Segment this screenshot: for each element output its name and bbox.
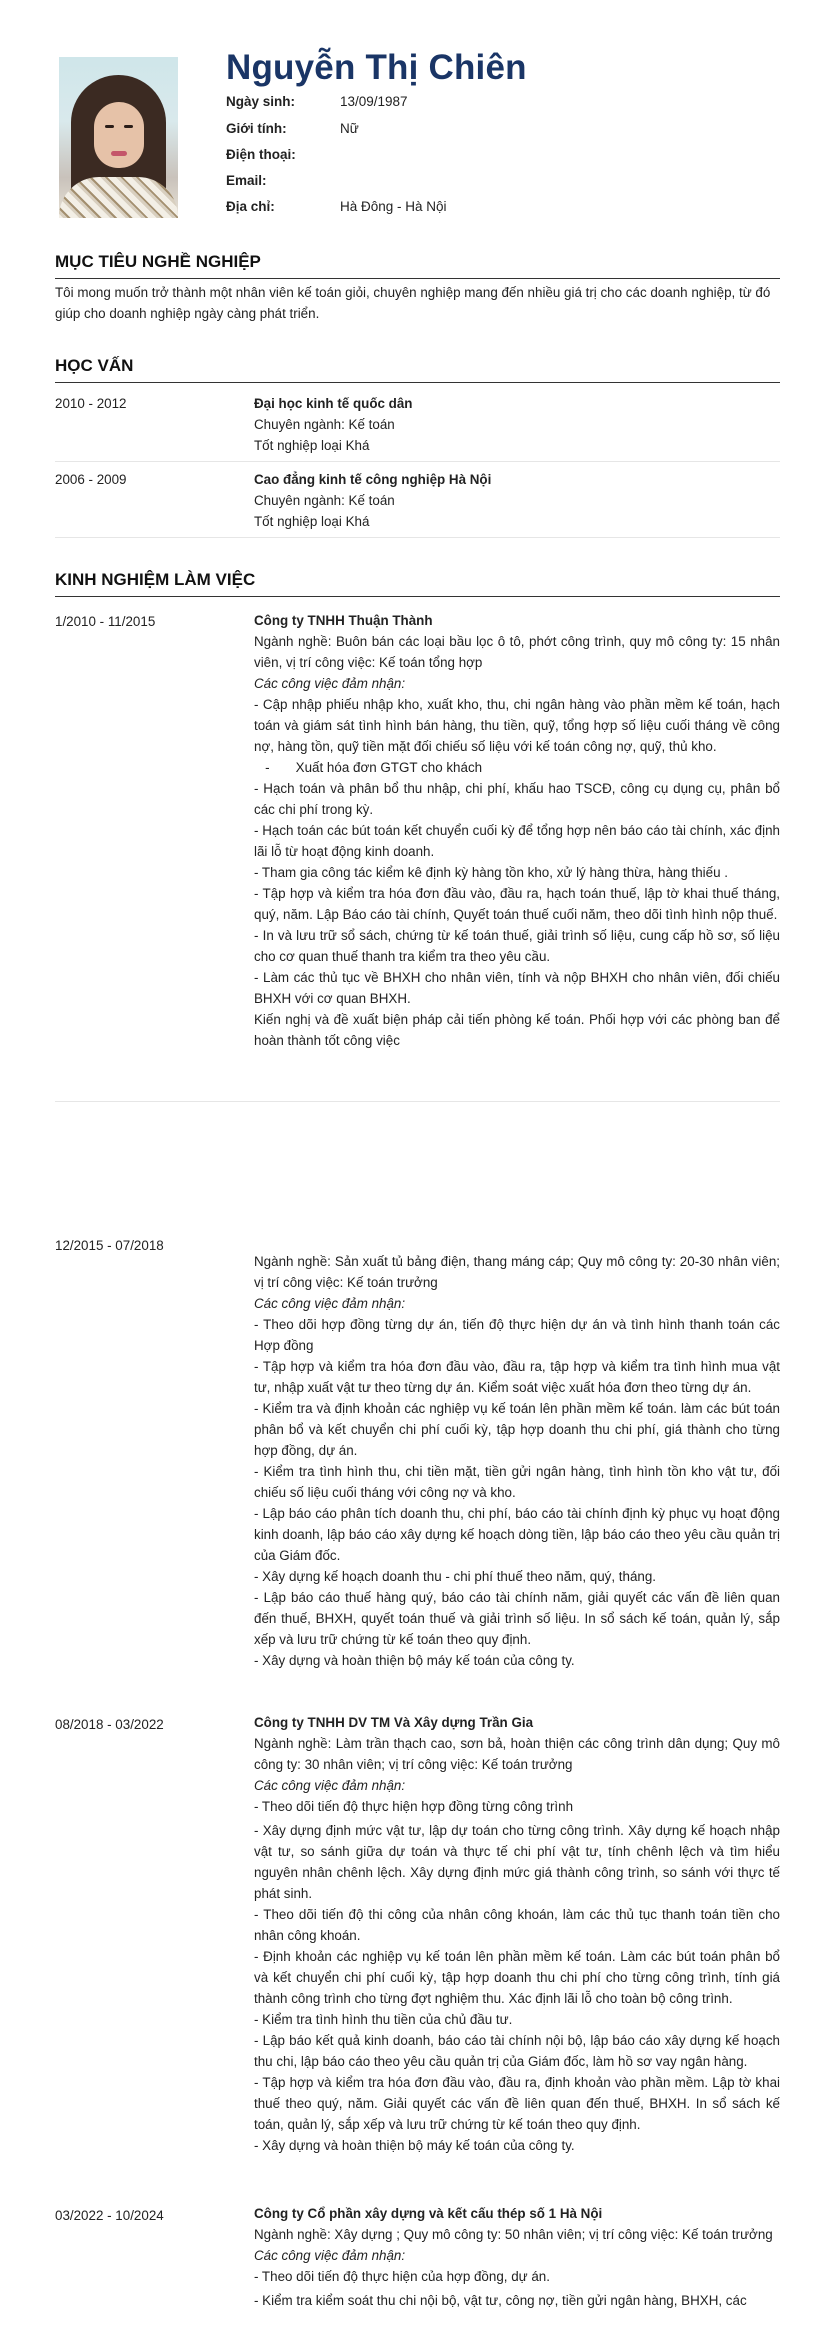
experience-line: - Kiểm tra và định khoản các nghiệp vụ kế toán lên phần mềm kế toán. làm các bút toán phân bổ và kết chuyển chi phí cuối kỳ, tập hợp doanh thu chi phí, giá thành cho từng hợp đồng, dự án.	[254, 1401, 780, 1458]
experience-line: - Kiểm tra tình hình thu tiền của chủ đầu tư.	[254, 2012, 513, 2027]
experience-line: - Lập báo cáo thuế hàng quý, báo cáo tài chính năm, giải quyết các vấn đề liên quan đến thuế, BHXH, quyết toán thuế và giải trình số liệu. In sổ sách kế toán, quản lý, sắp xếp và lưu trữ chứng từ kế toán theo quy định.	[254, 1590, 780, 1647]
experience-line: Ngành nghề: Xây dựng ; Quy mô công ty: 50 nhân viên; vị trí công việc: Kế toán trưởng	[254, 2227, 773, 2242]
school-major: Chuyên ngành: Kế toán	[254, 417, 395, 432]
experience-line: Ngành nghề: Sản xuất tủ bảng điện, thang máng cáp; Quy mô công ty: 20-30 nhân viên; vị trí công việc: Kế toán trưởng	[254, 1254, 780, 1290]
experience-line: Các công việc đảm nhận:	[254, 676, 406, 691]
experience-line: - Tập hợp và kiểm tra hóa đơn đầu vào, đầu ra, định khoản vào phần mềm. Lập tờ khai thuế theo quý, năm. Giải quyết các vấn đề liên quan đến thuế, BHXH. In sổ sách kế toán, quản lý, sắp xếp và lưu trữ chứng từ kế toán theo quy định.	[254, 2075, 780, 2132]
experience-body	[254, 610, 780, 1051]
experience-line: - Hạch toán và phân bổ thu nhập, chi phí, khấu hao TSCĐ, công cụ dụng cụ, phân bổ các chi phí trong kỳ.	[254, 781, 780, 817]
school-name: Cao đẳng kinh tế công nghiệp Hà Nội	[254, 472, 492, 487]
experience-date: 08/2018 - 03/2022	[55, 1717, 164, 1732]
experience-line: - Xây dựng kế hoạch doanh thu - chi phí thuế theo năm, quý, tháng.	[254, 1569, 657, 1584]
experience-line: Ngành nghề: Buôn bán các loại bầu lọc ô tô, phớt công trình, quy mô công ty: 15 nhân viên, vị trí công việc: Kế toán tổng hợp	[254, 634, 780, 670]
company-name: Công ty TNHH DV TM Và Xây dựng Trần Gia	[254, 1715, 534, 1730]
experience-line: - Cập nhập phiếu nhập kho, xuất kho, thu, chi ngân hàng vào phần mềm kế toán, hạch toán và giám sát tình hình bán hàng, thu tiền, quỹ, tổng hợp số liệu cuối tháng về công nợ, hàng tồn, quỹ tiền mặt đối chiếu số liệu với kế toán công nợ, quỹ, thủ kho.	[254, 697, 780, 754]
info-value: Hà Đông - Hà Nội	[340, 199, 447, 214]
company-name: Công ty Cổ phần xây dựng và kết cấu thép số 1 Hà Nội	[254, 2206, 603, 2221]
info-label: Điện thoại:	[226, 147, 296, 162]
experience-line: - Xây dựng định mức vật tư, lập dự toán cho từng công trình. Xây dựng kế hoạch nhập vật tư, so sánh giữa dự toán và thực tế chi phí vật tư, tính chênh lệch và tìm hiểu nguyên nhân chênh lệch. Xây dựng định mức giá thành công trình, so sánh với thực tế phát sinh.	[254, 1823, 780, 1901]
experience-line: - In và lưu trữ sổ sách, chứng từ kế toán thuế, giải trình số liệu, cung cấp hồ sơ, số liệu cho cơ quan thuế thanh tra kiểm tra theo yêu cầu.	[254, 928, 780, 964]
school-grade: Tốt nghiệp loại Khá	[254, 514, 370, 529]
company-name: Công ty TNHH Thuận Thành	[254, 613, 433, 628]
experience-line: - Định khoản các nghiệp vụ kế toán lên phần mềm kế toán. Làm các bút toán phân bổ và kết chuyển chi phí cuối kỳ, tập hợp doanh thu chi phí cho từng công trình, tính giá thành công trình cho từng đợt nghiệm thu. Xác định lãi lỗ cho toàn bộ công trình.	[254, 1949, 780, 2006]
experience-line: - Theo dõi tiến độ thi công của nhân công khoán, làm các thủ tục thanh toán tiền cho nhân công khoán.	[254, 1907, 780, 1943]
info-value: 13/09/1987	[340, 94, 408, 109]
objective-text: Tôi mong muốn trở thành một nhân viên kế toán giỏi, chuyên nghiệp mang đến nhiều giá trị cho các doanh nghiệp, từ đó giúp cho doanh nghiệp ngày càng phát triển.	[55, 285, 771, 321]
experience-line: - Tham gia công tác kiểm kê định kỳ hàng tồn kho, xử lý hàng thừa, hàng thiếu .	[254, 865, 728, 880]
experience-date: 1/2010 - 11/2015	[55, 614, 156, 629]
section-title-experience: KINH NGHIỆM LÀM VIỆC	[55, 570, 780, 597]
experience-line: - Làm các thủ tục về BHXH cho nhân viên, tính và nộp BHXH cho nhân viên, đối chiếu BHXH với cơ quan BHXH.	[254, 970, 780, 1006]
info-label: Email:	[226, 173, 267, 188]
school-major: Chuyên ngành: Kế toán	[254, 493, 395, 508]
experience-line: - Lập báo kết quả kinh doanh, báo cáo tài chính nội bộ, lập báo cáo xây dựng kế hoạch thu chi, lập báo cáo theo yêu cầu quản trị của Giám đốc, làm hồ sơ vay ngân hàng.	[254, 2033, 780, 2069]
experience-line: - Tập hợp và kiểm tra hóa đơn đầu vào, đầu ra, tập hợp và kiểm tra tình hình mua vật tư, nhập xuất vật tư theo từng dự án. Kiểm soát việc xuất hóa đơn theo từng dự án.	[254, 1359, 780, 1395]
education-date: 2006 - 2009	[55, 472, 127, 487]
experience-line: - Theo dõi tiến độ thực hiện hợp đồng từng công trình	[254, 1799, 574, 1814]
experience-body	[254, 1712, 780, 2156]
experience-line: Ngành nghề: Làm trần thạch cao, sơn bả, hoàn thiện các công trình dân dụng; Quy mô công ty: 30 nhân viên; vị trí công việc: Kế toán trưởng	[254, 1736, 780, 1772]
experience-line: Các công việc đảm nhận:	[254, 1778, 406, 1793]
education-date: 2010 - 2012	[55, 396, 127, 411]
experience-line: - Theo dõi hợp đồng từng dự án, tiến độ thực hiện dự án và tình hình thanh toán các Hợp đồng	[254, 1317, 780, 1353]
info-label: Giới tính:	[226, 121, 287, 136]
experience-line: - Theo dõi tiến độ thực hiện của hợp đồng, dự án.	[254, 2269, 550, 2284]
experience-line: - Kiểm tra kiểm soát thu chi nội bộ, vật tư, công nợ, tiền gửi ngân hàng, BHXH, các	[254, 2293, 747, 2308]
experience-body	[254, 2203, 780, 2311]
school-grade: Tốt nghiệp loại Khá	[254, 438, 370, 453]
section-title-objective: MỤC TIÊU NGHỀ NGHIỆP	[55, 252, 780, 279]
candidate-name: Nguyễn Thị Chiên	[226, 48, 527, 87]
divider	[55, 537, 780, 538]
experience-date: 12/2015 - 07/2018	[55, 1238, 164, 1253]
experience-line: - Xây dựng và hoàn thiện bộ máy kế toán của công ty.	[254, 2138, 575, 2153]
divider	[55, 461, 780, 462]
experience-line: - Xây dựng và hoàn thiện bộ máy kế toán của công ty.	[254, 1653, 575, 1668]
divider	[55, 1101, 780, 1102]
experience-line: - Hạch toán các bút toán kết chuyển cuối kỳ để tổng hợp nên báo cáo tài chính, xác định lãi lỗ từ hoạt động kinh doanh.	[254, 823, 780, 859]
experience-line: Kiến nghị và đề xuất biện pháp cải tiến phòng kế toán. Phối hợp với các phòng ban để hoàn thành tốt công việc	[254, 1012, 780, 1048]
experience-line: - Kiểm tra tình hình thu, chi tiền mặt, tiền gửi ngân hàng, tình hình tồn kho vật tư, đối chiếu số liệu cuối tháng với công nợ và kho.	[254, 1464, 780, 1500]
experience-line: - Xuất hóa đơn GTGT cho khách	[254, 760, 483, 775]
section-title-education: HỌC VẤN	[55, 356, 780, 383]
experience-line: Các công việc đảm nhận:	[254, 1296, 406, 1311]
experience-date: 03/2022 - 10/2024	[55, 2208, 164, 2223]
info-label: Địa chỉ:	[226, 199, 275, 214]
experience-line: - Lập báo cáo phân tích doanh thu, chi phí, báo cáo tài chính định kỳ phục vụ hoạt động kinh doanh, lập báo cáo xây dựng kế hoạch dòng tiền, lập báo cáo theo yêu cầu quản trị của Giám đốc.	[254, 1506, 780, 1563]
experience-line: Các công việc đảm nhận:	[254, 2248, 406, 2263]
school-name: Đại học kinh tế quốc dân	[254, 396, 413, 411]
experience-line: - Tập hợp và kiểm tra hóa đơn đầu vào, đầu ra, hạch toán thuế, lập tờ khai thuế tháng, quý, năm. Lập Báo cáo tài chính, Quyết toán thuế cuối năm, theo dõi tình hình nộp thuế.	[254, 886, 780, 922]
info-label: Ngày sinh:	[226, 94, 296, 109]
experience-body	[254, 1251, 780, 1671]
info-value: Nữ	[340, 121, 359, 136]
profile-photo	[59, 57, 178, 218]
